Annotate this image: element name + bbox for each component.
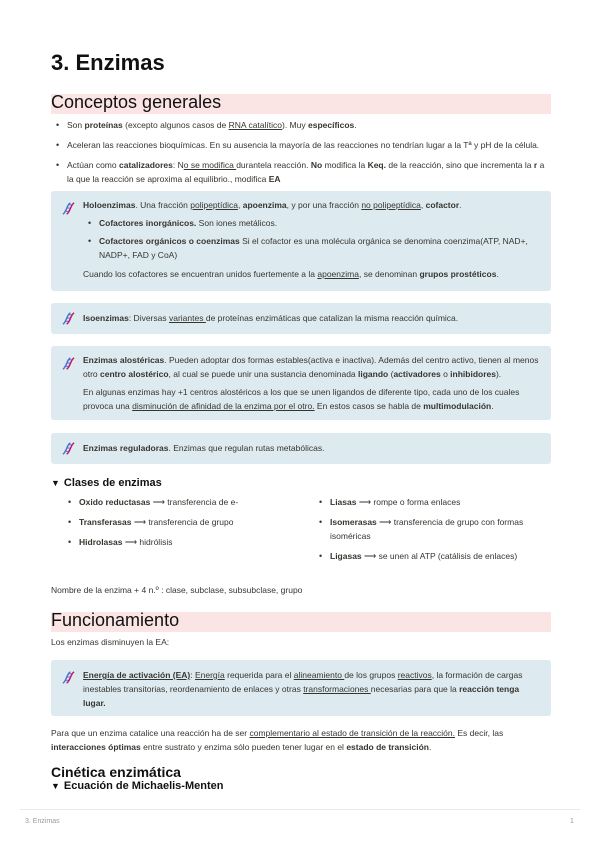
list-item: • Actúan como catalizadores: No se modifica durantela reacción. No modifica la Keq. de la reacción, sino que incrementa la r a la que la reacción se aproxima al equilibrio., modifica EA: [51, 158, 551, 186]
footer-page-number: 1: [570, 818, 574, 825]
section-heading-text: Conceptos generales: [51, 92, 222, 112]
footer-divider: [20, 809, 580, 810]
callout-text: Isoenzimas: Diversas variantes de proteínas enzimáticas que catalizan la misma reacción química.: [83, 313, 459, 323]
callout-text: Enzimas reguladoras. Enzimas que regulan rutas metabólicas.: [83, 443, 325, 453]
section-heading-text: Funcionamiento: [51, 610, 180, 630]
list-item: • Cofactores orgánicos o coenzimas Si el cofactor es una molécula orgánica se denomina coenzima(ATP, NAD+, NADP+, FAD y CoA): [83, 234, 541, 262]
callout-reguladoras: [51, 433, 551, 464]
list-item: • Ligasas ⟶ se unen al ATP (catálisis de enlaces): [314, 549, 539, 563]
clases-note: Nombre de la enzima + 4 n.º : clase, subclase, subsubclase, grupo: [51, 585, 303, 595]
toggle-triangle-icon: ▼: [51, 478, 60, 488]
section-heading-conceptos: [51, 94, 551, 114]
toggle-clases-enzimas[interactable]: ▼ Clases de enzimas: [51, 477, 162, 489]
callout-alostericas: [51, 346, 551, 420]
funcionamiento-intro: Los enzimas disminuyen la EA:: [51, 637, 170, 647]
clases-list-right: [314, 495, 539, 563]
cofactor-list: [83, 216, 541, 262]
toggle-triangle-icon: ▼: [51, 781, 60, 791]
toggle-michaelis-menten[interactable]: ▼ Ecuación de Michaelis-Menten: [51, 780, 224, 792]
list-item: • Hidrolasas ⟶ hidrólisis: [63, 535, 303, 549]
callout-holoenzimas: [51, 191, 551, 291]
dna-icon: [61, 201, 76, 216]
dna-icon: [61, 441, 76, 456]
conceptos-list: [51, 118, 551, 186]
list-item: • Cofactores inorgánicos. Son iones metálicos.: [83, 216, 541, 230]
list-item: • Transferasas ⟶ transferencia de grupo: [63, 515, 303, 529]
callout-text: Cuando los cofactores se encuentran unidos fuertemente a la apoenzima, se denominan grupos prostéticos.: [83, 269, 499, 279]
callout-text: En algunas enzimas hay +1 centros alostéricos a los que se unen ligandos de diferente tipo, cada uno de los cuales provoca una disminución de afinidad de la enzima por el otro. En estos casos se habla de multimodulación.: [83, 387, 520, 411]
list-item: • Isomerasas ⟶ transferencia de grupo con formas isoméricas: [314, 515, 539, 543]
clases-list-left: [63, 495, 303, 549]
list-item: • Aceleran las reacciones bioquímicas. En su ausencia la mayoría de las reacciones no tendrían lugar a la Tª y pH de la célula.: [51, 138, 551, 152]
subheading-cinetica: Cinética enzimática: [51, 764, 181, 780]
dna-icon: [61, 356, 76, 371]
footer-title: 3. Enzimas: [25, 818, 60, 825]
list-item: • Liasas ⟶ rompe o forma enlaces: [314, 495, 539, 509]
callout-text: Energía de activación (EA): Energía requerida para el alineamiento de los grupos reactivos, la formación de cargas inestables transitorias, reordenamiento de enlaces y otras transformaciones necesarias para que la reacción tenga lugar.: [83, 670, 523, 708]
page-title: 3. Enzimas: [51, 50, 165, 75]
callout-isoenzimas: [51, 303, 551, 334]
callout-energia-activacion: [51, 660, 551, 716]
list-item: • Son proteínas (excepto algunos casos de RNA catalítico). Muy específicos.: [51, 118, 551, 132]
funcionamiento-paragraph: Para que un enzima catalice una reacción ha de ser complementario al estado de transición de la reacción. Es decir, las interacciones óptimas entre sustrato y enzima sólo pueden tener lugar en el estado de transición.: [51, 728, 504, 752]
callout-text: Enzimas alostéricas. Pueden adoptar dos formas estables(activa e inactiva). Además del centro activo, tienen al menos otro centro alostérico, al cual se puede unir una sustancia denominada ligando (activadores o inhibidores).: [83, 355, 539, 379]
section-heading-funcionamiento: [51, 612, 551, 632]
list-item: • Oxido reductasas ⟶ transferencia de e-: [63, 495, 303, 509]
dna-icon: [61, 311, 76, 326]
dna-icon: [61, 670, 76, 685]
callout-text: Holoenzimas. Una fracción polipeptídica, apoenzima, y por una fracción no polipeptídica, cofactor.: [83, 200, 462, 210]
